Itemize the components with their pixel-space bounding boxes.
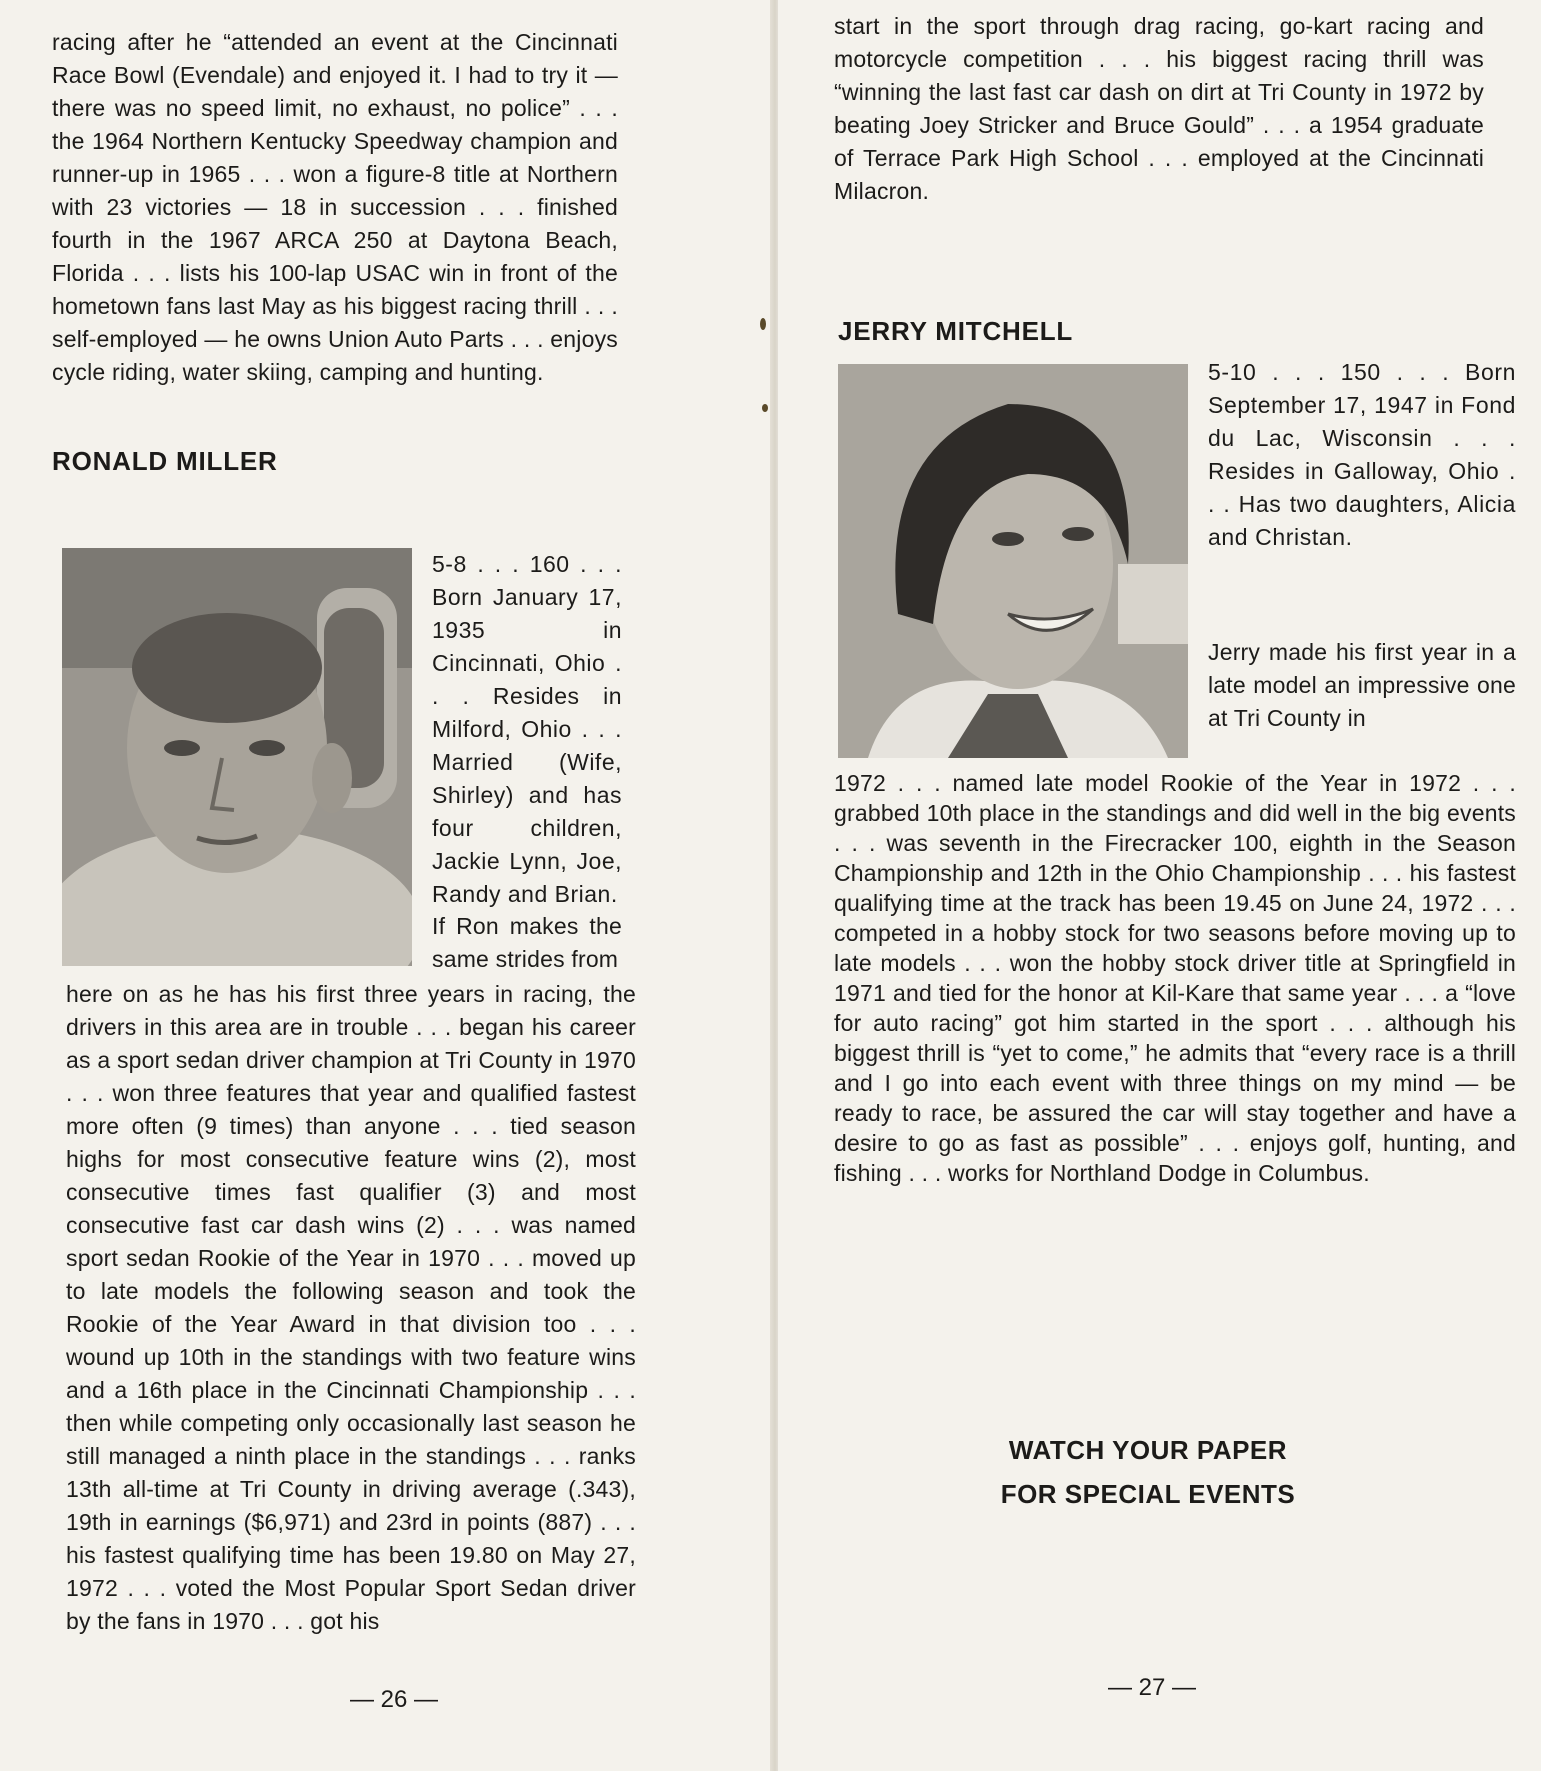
ronald-miller-bio-lead: If Ron makes the same strides from: [432, 913, 622, 972]
page-number-26: — 26 —: [350, 1686, 439, 1713]
special-events-notice: [858, 1428, 1438, 1516]
left-intro-paragraph: racing after he “attended an event at the Cincinnati Race Bowl (Evendale) and enjoyed it. I had to try it — there was no speed limit, no exhaust, no police” . . . the 1964 Northern Kentucky Speedway champion and runner-up in 1965 . . . won a figure-8 title at Northern with 23 victories — 18 in succession . . . finished fourth in the 1967 ARCA 250 at Daytona Beach, Florida . . . lists his 100-lap USAC win in front of the hometown fans last May as his biggest racing thrill . . . self-employed — he owns Union Auto Parts . . . enjoys cycle riding, water skiing, camping and hunting.: [52, 29, 618, 385]
notice-line-2: FOR SPECIAL EVENTS: [1000, 1479, 1296, 1509]
ronald-miller-heading: RONALD MILLER: [52, 446, 278, 476]
ink-speck: [760, 318, 766, 330]
jerry-mitchell-heading: JERRY MITCHELL: [838, 316, 1074, 346]
right-intro-paragraph: start in the sport through drag racing, go-kart racing and motorcycle competition . . . his biggest racing thrill was “winning the last fast car dash on dirt at Tri County in 1972 by beating Joey Stricker and Bruce Gould” . . . a 1954 graduate of Terrace Park High School . . . employed at the Cincinnati Milacron.: [834, 13, 1484, 204]
notice-line-1: WATCH YOUR PAPER: [1008, 1435, 1288, 1465]
jerry-mitchell-vitals: 5-10 . . . 150 . . . Born September 17, 1947 in Fond du Lac, Wisconsin . . . Resides in Galloway, Ohio . . . Has two daughters, Alicia and Christan.: [1208, 359, 1516, 550]
ronald-miller-photo: [62, 548, 412, 966]
ronald-miller-bio: here on as he has his first three years in racing, the drivers in this area are in trouble . . . began his career as a sport sedan driver champion at Tri County in 1970 . . . won three features that year and qualified fastest more often (9 times) than anyone . . . tied season highs for most consecutive feature wins (2), most consecutive times fast qualifier (3) and most consecutive fast car dash wins (2) . . . was named sport sedan Rookie of the Year in 1970 . . . moved up to late models the following season and took the Rookie of the Year Award in that division too . . . wound up 10th in the standings with two feature wins and a 16th place in the Cincinnati Championship . . . then while competing only occasionally last season he still managed a ninth place in the standings . . . ranks 13th all-time at Tri County in driving average (.343), 19th in earnings ($6,971) and 23rd in points (887) . . . his fastest qualifying time has been 19.80 on May 27, 1972 . . . voted the Most Popular Sport Sedan driver by the fans in 1970 . . . got his: [66, 981, 636, 1634]
jerry-mitchell-bio-lead: Jerry made his first year in a late model an impressive one at Tri County in: [1208, 639, 1516, 731]
jerry-mitchell-bio: 1972 . . . named late model Rookie of the Year in 1972 . . . grabbed 10th place in the standings and did well in the big events . . . was seventh in the Firecracker 100, eighth in the Season Championship and 12th in the Ohio Championship . . . his fastest qualifying time at the track has been 19.45 on June 24, 1972 . . . competed in a hobby stock for two seasons before moving up to late models . . . won the hobby stock driver title at Springfield in 1971 and tied for the honor at Kil-Kare that same year . . . a “love for auto racing” got him started in the sport . . . although his biggest thrill is “yet to come,” he admits that “every race is a thrill and I go into each event with three things on my mind — be ready to race, be assured the car will stay together and have a desire to go as fast as possible” . . . enjoys golf, hunting, and fishing . . . works for Northland Dodge in Columbus.: [834, 770, 1516, 1186]
jerry-mitchell-photo: [838, 364, 1188, 758]
ronald-miller-vitals: 5-8 . . . 160 . . . Born January 17, 1935 in Cincinnati, Ohio . . . Resides in Milford, Ohio . . . Married (Wife, Shirley) and has four children, Jackie Lynn, Joe, Randy and Brian.: [432, 551, 622, 907]
right-page: [778, 0, 1541, 1771]
page-number-27: — 27 —: [1108, 1674, 1197, 1701]
ink-speck: [762, 404, 768, 412]
